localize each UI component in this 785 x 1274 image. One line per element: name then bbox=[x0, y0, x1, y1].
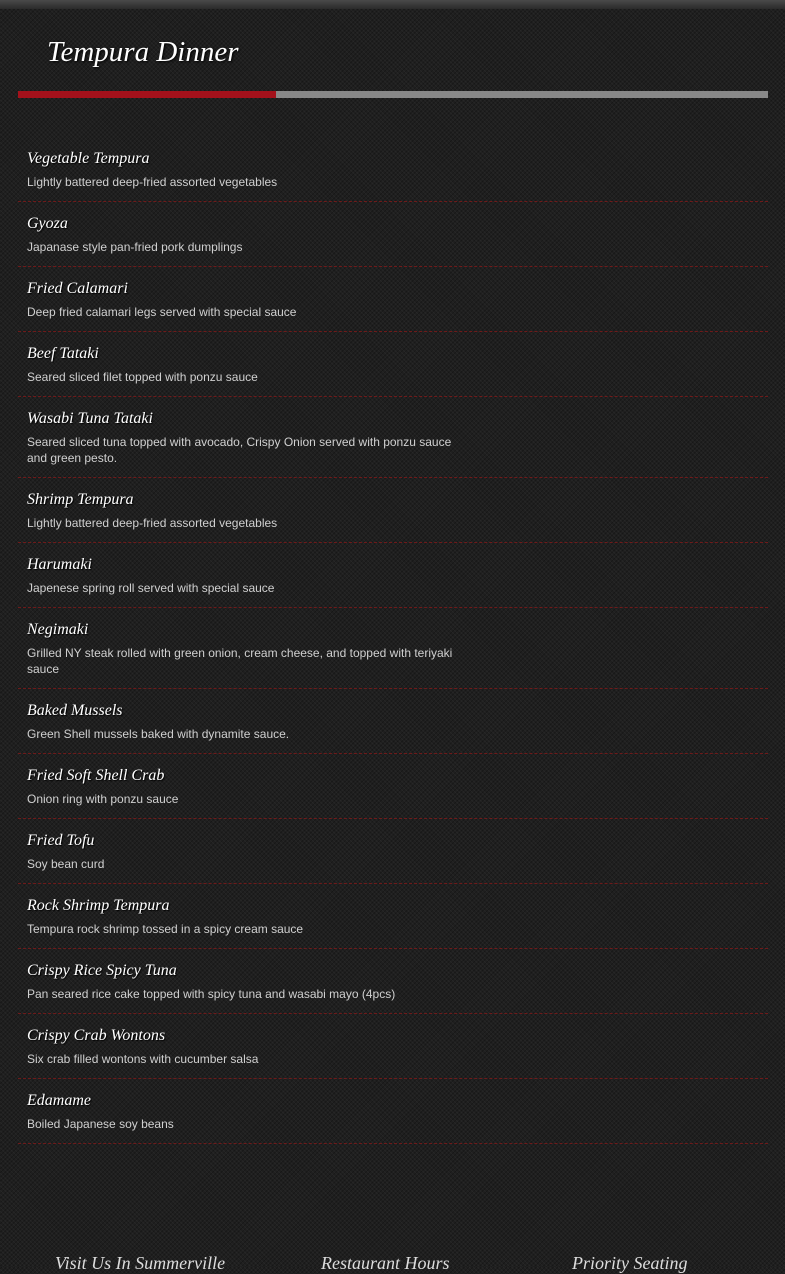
menu-item-description: Lightly battered deep-fried assorted vegetables bbox=[27, 175, 278, 189]
menu-item-fried-calamari bbox=[18, 267, 768, 332]
menu-item-name: Shrimp Tempura bbox=[27, 491, 134, 508]
menu-item-description: Tempura rock shrimp tossed in a spicy cream sauce bbox=[27, 922, 304, 936]
menu-item-name: Negimaki bbox=[27, 621, 89, 638]
menu-item-description: Soy bean curd bbox=[27, 857, 105, 871]
menu-item-name: Rock Shrimp Tempura bbox=[27, 897, 170, 914]
footer-hours-heading[interactable]: Restaurant Hours bbox=[321, 1253, 450, 1273]
menu-item-name: Vegetable Tempura bbox=[27, 150, 150, 167]
menu-item-description: Pan seared rice cake topped with spicy tuna and wasabi mayo (4pcs) bbox=[27, 987, 396, 1001]
menu-item-name: Crispy Rice Spicy Tuna bbox=[27, 962, 177, 979]
menu-item-rock-shrimp-tempura bbox=[18, 884, 768, 949]
menu-item-edamame bbox=[18, 1079, 768, 1144]
title-progress-bar bbox=[18, 91, 768, 98]
menu-item-name: Wasabi Tuna Tataki bbox=[27, 410, 153, 427]
menu-item-description: Seared sliced tuna topped with avocado, Crispy Onion served with ponzu sauce and green pesto. bbox=[27, 435, 452, 465]
menu-item-description: Japenese spring roll served with special sauce bbox=[27, 581, 275, 595]
menu-item-name: Gyoza bbox=[27, 215, 68, 232]
top-strip bbox=[0, 0, 785, 9]
menu-item-name: Crispy Crab Wontons bbox=[27, 1027, 166, 1044]
menu-item-name: Baked Mussels bbox=[27, 702, 123, 719]
menu-item-description: Grilled NY steak rolled with green onion, cream cheese, and topped with teriyaki sauce bbox=[27, 646, 453, 676]
menu-item-name: Edamame bbox=[27, 1092, 91, 1109]
menu-item-description: Onion ring with ponzu sauce bbox=[27, 792, 179, 806]
menu-item-name: Fried Soft Shell Crab bbox=[27, 767, 165, 784]
page-title: Tempura Dinner bbox=[47, 36, 239, 68]
menu-item-harumaki bbox=[18, 543, 768, 608]
menu-item-description: Deep fried calamari legs served with special sauce bbox=[27, 305, 297, 319]
menu-item-name: Harumaki bbox=[27, 556, 92, 573]
menu-item-description: Lightly battered deep-fried assorted vegetables bbox=[27, 516, 278, 530]
menu-item-description: Seared sliced filet topped with ponzu sauce bbox=[27, 370, 258, 384]
menu-item-negimaki bbox=[18, 608, 768, 689]
menu-item-description: Japanase style pan-fried pork dumplings bbox=[27, 240, 243, 254]
menu-item-wasabi-tuna-tataki bbox=[18, 397, 768, 478]
menu-item-baked-mussels bbox=[18, 689, 768, 754]
footer-visit-heading[interactable]: Visit Us In Summerville bbox=[55, 1253, 226, 1273]
title-progress-fill bbox=[18, 91, 276, 98]
menu-item-name: Fried Calamari bbox=[27, 280, 128, 297]
menu-item-description: Six crab filled wontons with cucumber salsa bbox=[27, 1052, 259, 1066]
menu-item-crispy-rice-spicy-tuna bbox=[18, 949, 768, 1014]
menu-list bbox=[18, 137, 768, 1144]
menu-item-fried-soft-shell-crab bbox=[18, 754, 768, 819]
menu-item-beef-tataki bbox=[18, 332, 768, 397]
footer-seating-heading[interactable]: Priority Seating bbox=[572, 1253, 688, 1273]
menu-item-name: Fried Tofu bbox=[27, 832, 95, 849]
menu-item-shrimp-tempura bbox=[18, 478, 768, 543]
menu-item-gyoza bbox=[18, 202, 768, 267]
menu-item-description: Green Shell mussels baked with dynamite sauce. bbox=[27, 727, 290, 741]
menu-item-crispy-crab-wontons bbox=[18, 1014, 768, 1079]
menu-item-fried-tofu bbox=[18, 819, 768, 884]
menu-item-name: Beef Tataki bbox=[27, 345, 99, 362]
menu-item-description: Boiled Japanese soy beans bbox=[27, 1117, 174, 1131]
menu-item-vegetable-tempura bbox=[18, 137, 768, 202]
